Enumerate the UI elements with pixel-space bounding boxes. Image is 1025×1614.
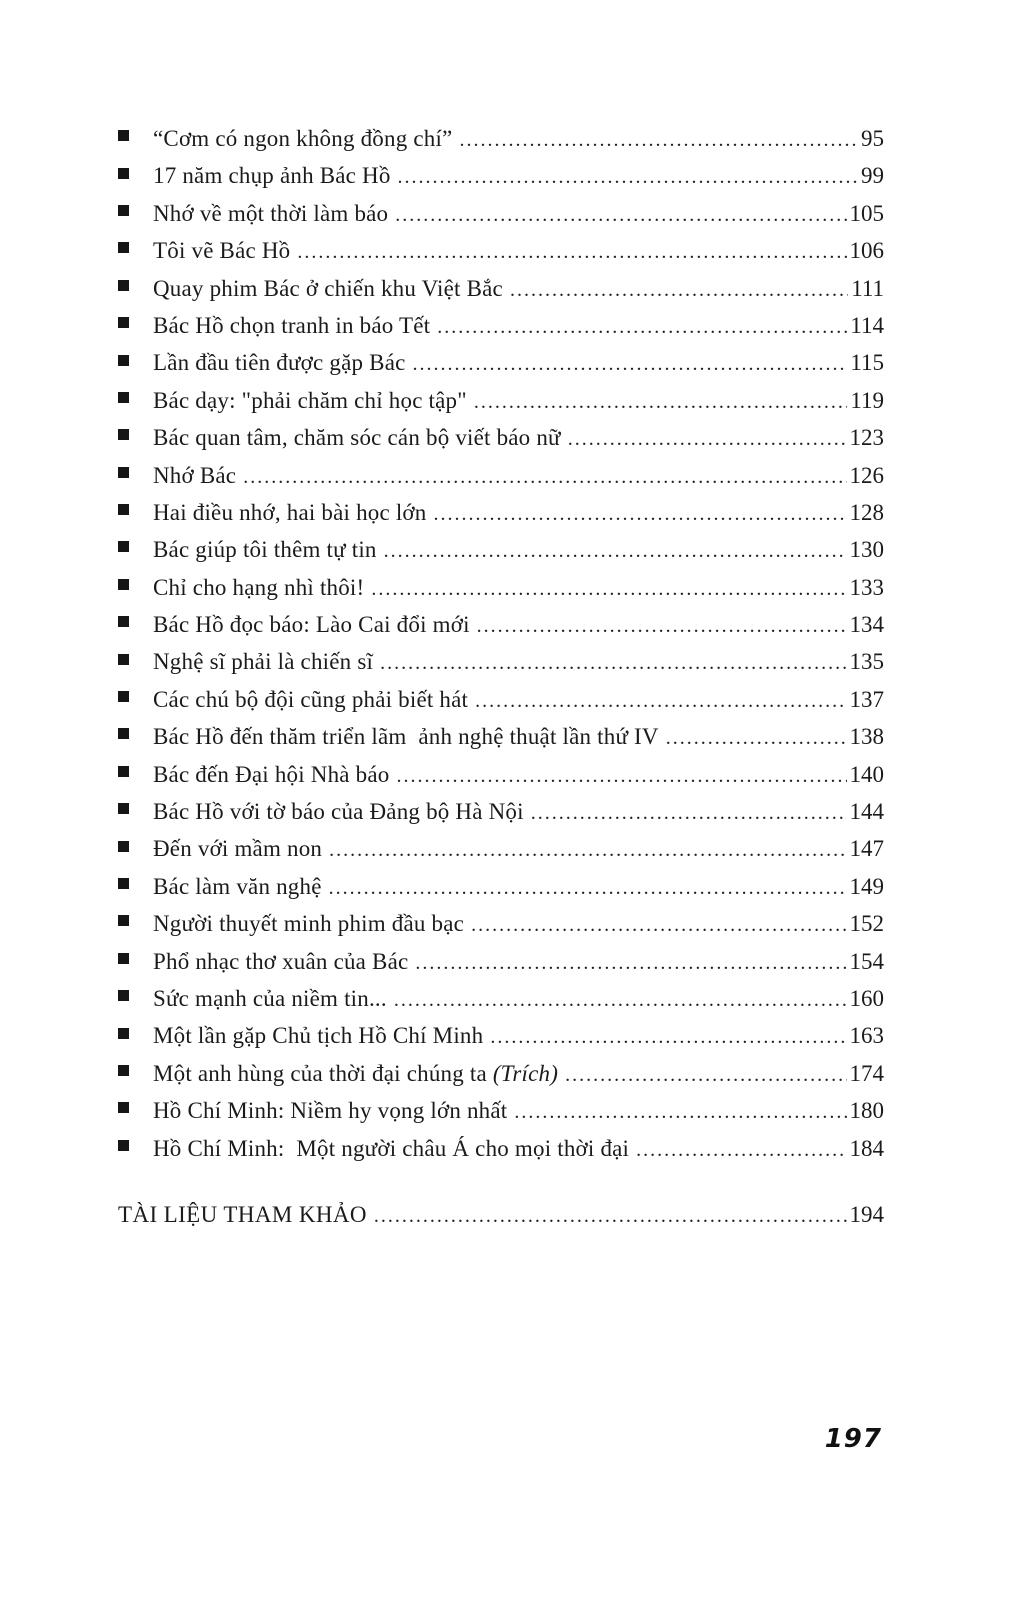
dot-leader xyxy=(398,159,858,196)
toc-entry-title: Bác đến Đại hội Nhà báo xyxy=(153,761,390,787)
toc-entry xyxy=(118,793,884,830)
dot-leader xyxy=(510,272,848,309)
toc-entry-title: Chỉ cho hạng nhì thôi! xyxy=(153,574,365,600)
toc-entry xyxy=(118,606,884,643)
toc-entry-page-number: 174 xyxy=(849,1060,884,1086)
toc-entry xyxy=(118,1130,884,1167)
square-bullet-icon xyxy=(118,205,129,216)
square-bullet-icon xyxy=(118,429,129,440)
toc-references-entry xyxy=(118,1196,884,1233)
toc-entry-title: Hồ Chí Minh: Niềm hy vọng lớn nhất xyxy=(153,1098,508,1124)
toc-references-title: TÀI LIỆU THAM KHẢO xyxy=(118,1201,367,1227)
square-bullet-icon xyxy=(118,990,129,1001)
dot-leader xyxy=(394,982,847,1019)
toc-entry-page-number: 184 xyxy=(849,1135,884,1161)
toc-entry-page-number: 114 xyxy=(850,312,884,338)
toc-entry xyxy=(118,868,884,905)
toc-entry-title: Quay phim Bác ở chiến khu Việt Bắc xyxy=(153,275,503,301)
dot-leader xyxy=(384,533,847,570)
toc-entry-page-number: 144 xyxy=(849,799,884,825)
toc-entry-title: Bác Hồ đọc báo: Lào Cai đổi mới xyxy=(153,612,470,638)
toc-entry xyxy=(118,1017,884,1054)
dot-leader xyxy=(531,795,847,832)
toc-entry-title: Bác giúp tôi thêm tự tin xyxy=(153,537,377,563)
square-bullet-icon xyxy=(118,953,129,964)
toc-entry xyxy=(118,419,884,456)
dot-leader xyxy=(471,907,846,944)
square-bullet-icon xyxy=(118,541,129,552)
toc-entry xyxy=(118,1055,884,1092)
dot-leader xyxy=(568,421,847,458)
toc-entry xyxy=(118,457,884,494)
toc-entry-title: Nhớ về một thời làm báo xyxy=(153,200,389,226)
toc-entry-page-number: 134 xyxy=(849,612,884,638)
dot-leader xyxy=(371,571,846,608)
toc-entry-title: 17 năm chụp ảnh Bác Hồ xyxy=(153,163,391,189)
toc-entry-page-number: 126 xyxy=(849,462,884,488)
toc-entry xyxy=(118,120,884,157)
square-bullet-icon xyxy=(118,317,129,328)
square-bullet-icon xyxy=(118,467,129,478)
toc-entry-title: Đến với mầm non xyxy=(153,836,323,862)
square-bullet-icon xyxy=(118,392,129,403)
toc-entry-page-number: 149 xyxy=(849,873,884,899)
toc-entry-title: Nhớ Bác xyxy=(153,462,237,488)
dot-leader xyxy=(297,234,846,271)
toc-entry xyxy=(118,344,884,381)
toc-entry-title: Sức mạnh của niềm tin... xyxy=(153,985,387,1011)
square-bullet-icon xyxy=(118,766,129,777)
toc-entry xyxy=(118,681,884,718)
dot-leader xyxy=(433,496,846,533)
toc-entry xyxy=(118,830,884,867)
toc-entry-title: Bác Hồ đến thăm triển lãm ảnh nghệ thuật lần thứ IV xyxy=(153,724,659,750)
dot-leader xyxy=(475,683,846,720)
dot-leader xyxy=(565,1057,846,1094)
dot-leader xyxy=(514,1094,846,1131)
toc-references-page-number: 194 xyxy=(849,1201,884,1227)
dot-leader xyxy=(395,197,846,234)
square-bullet-icon xyxy=(118,803,129,814)
toc-entry-page-number: 106 xyxy=(849,238,884,264)
toc-entry xyxy=(118,531,884,568)
toc-entry xyxy=(118,756,884,793)
square-bullet-icon xyxy=(118,616,129,627)
toc-entry-title: “Cơm có ngon không đồng chí” xyxy=(153,126,453,151)
toc-entry xyxy=(118,1092,884,1129)
square-bullet-icon xyxy=(118,841,129,852)
dot-leader xyxy=(396,758,846,795)
toc-entry-page-number: 133 xyxy=(849,574,884,600)
square-bullet-icon xyxy=(118,579,129,590)
toc-entry-page-number: 160 xyxy=(849,985,884,1011)
dot-leader xyxy=(437,309,847,346)
square-bullet-icon xyxy=(118,1065,129,1076)
toc-entry-title: Tôi vẽ Bác Hồ xyxy=(153,238,291,264)
square-bullet-icon xyxy=(118,915,129,926)
toc-entry-title: Hồ Chí Minh: Một người châu Á cho mọi thời đại xyxy=(153,1135,630,1161)
toc-entry-title-text: Một anh hùng của thời đại chúng ta xyxy=(153,1060,493,1086)
toc-entry-title: Bác làm văn nghệ xyxy=(153,873,322,899)
square-bullet-icon xyxy=(118,728,129,739)
toc-entry-title-italic: (Trích) xyxy=(492,1060,559,1086)
toc-entry-title: Bác dạy: "phải chăm chỉ học tập" xyxy=(153,387,467,413)
toc-entry-title: Một lần gặp Chủ tịch Hồ Chí Minh xyxy=(153,1023,484,1049)
toc-entry xyxy=(118,569,884,606)
dot-leader xyxy=(490,1019,846,1056)
toc-entry-title: Hai điều nhớ, hai bài học lớn xyxy=(153,499,427,525)
toc-entry xyxy=(118,980,884,1017)
toc-entry-page-number: 180 xyxy=(849,1098,884,1124)
toc-entry-title xyxy=(153,1055,558,1092)
toc-entry xyxy=(118,494,884,531)
dot-leader xyxy=(477,608,847,645)
square-bullet-icon xyxy=(118,1028,129,1039)
square-bullet-icon xyxy=(118,654,129,665)
toc-entry-title: Bác quan tâm, chăm sóc cán bộ viết báo nữ xyxy=(153,425,561,451)
toc-entry-page-number: 119 xyxy=(850,387,884,413)
toc-entry xyxy=(118,157,884,194)
square-bullet-icon xyxy=(118,1140,129,1151)
toc-entry-page-number: 105 xyxy=(849,200,884,226)
toc-entry-page-number: 152 xyxy=(849,911,884,937)
square-bullet-icon xyxy=(118,168,129,179)
toc-entry xyxy=(118,195,884,232)
dot-leader xyxy=(374,1198,847,1235)
toc-entry xyxy=(118,232,884,269)
toc-entry-page-number: 128 xyxy=(849,499,884,525)
toc-entry-title: Bác Hồ chọn tranh in báo Tết xyxy=(153,312,431,338)
toc-entry-title: Phổ nhạc thơ xuân của Bác xyxy=(153,948,409,974)
toc-entry-page-number: 99 xyxy=(861,163,884,189)
toc-entry-page-number: 135 xyxy=(849,649,884,675)
square-bullet-icon xyxy=(118,504,129,515)
dot-leader xyxy=(329,832,846,869)
toc-entry-page-number: 130 xyxy=(849,537,884,563)
dot-leader xyxy=(380,645,846,682)
toc-entry xyxy=(118,718,884,755)
toc-entry-title: Các chú bộ đội cũng phải biết hát xyxy=(153,686,469,712)
toc-entry xyxy=(118,943,884,980)
square-bullet-icon xyxy=(118,355,129,366)
toc-entry-page-number: 140 xyxy=(849,761,884,787)
square-bullet-icon xyxy=(118,280,129,291)
toc-entry-page-number: 147 xyxy=(849,836,884,862)
toc-entry xyxy=(118,307,884,344)
toc-entry-title: Người thuyết minh phim đầu bạc xyxy=(153,911,465,937)
dot-leader xyxy=(243,459,846,496)
toc-entry-title: Bác Hồ với tờ báo của Đảng bộ Hà Nội xyxy=(153,799,524,825)
toc-entry-page-number: 123 xyxy=(849,425,884,451)
toc-entry-page-number: 154 xyxy=(849,948,884,974)
dot-leader xyxy=(459,122,858,159)
square-bullet-icon xyxy=(118,878,129,889)
dot-leader xyxy=(329,870,847,907)
page-number: 197 xyxy=(824,1424,882,1454)
square-bullet-icon xyxy=(118,1102,129,1113)
dot-leader xyxy=(415,945,846,982)
toc-entry xyxy=(118,905,884,942)
toc-entry-page-number: 137 xyxy=(849,686,884,712)
toc-entry-page-number: 115 xyxy=(850,350,884,376)
dot-leader xyxy=(666,720,847,757)
toc-entry-page-number: 111 xyxy=(851,275,884,301)
dot-leader xyxy=(636,1132,846,1169)
toc-entry-page-number: 163 xyxy=(849,1023,884,1049)
toc-entry-page-number: 138 xyxy=(849,724,884,750)
square-bullet-icon xyxy=(118,691,129,702)
toc-entry xyxy=(118,270,884,307)
square-bullet-icon xyxy=(118,130,129,141)
table-of-contents xyxy=(118,120,884,1233)
toc-entry xyxy=(118,382,884,419)
toc-entry-title: Nghệ sĩ phải là chiến sĩ xyxy=(153,649,374,675)
toc-entry xyxy=(118,643,884,680)
dot-leader xyxy=(474,384,847,421)
dot-leader xyxy=(413,346,848,383)
toc-entry-title: Lần đầu tiên được gặp Bác xyxy=(153,350,406,376)
toc-entry-page-number: 95 xyxy=(861,126,884,151)
square-bullet-icon xyxy=(118,242,129,253)
